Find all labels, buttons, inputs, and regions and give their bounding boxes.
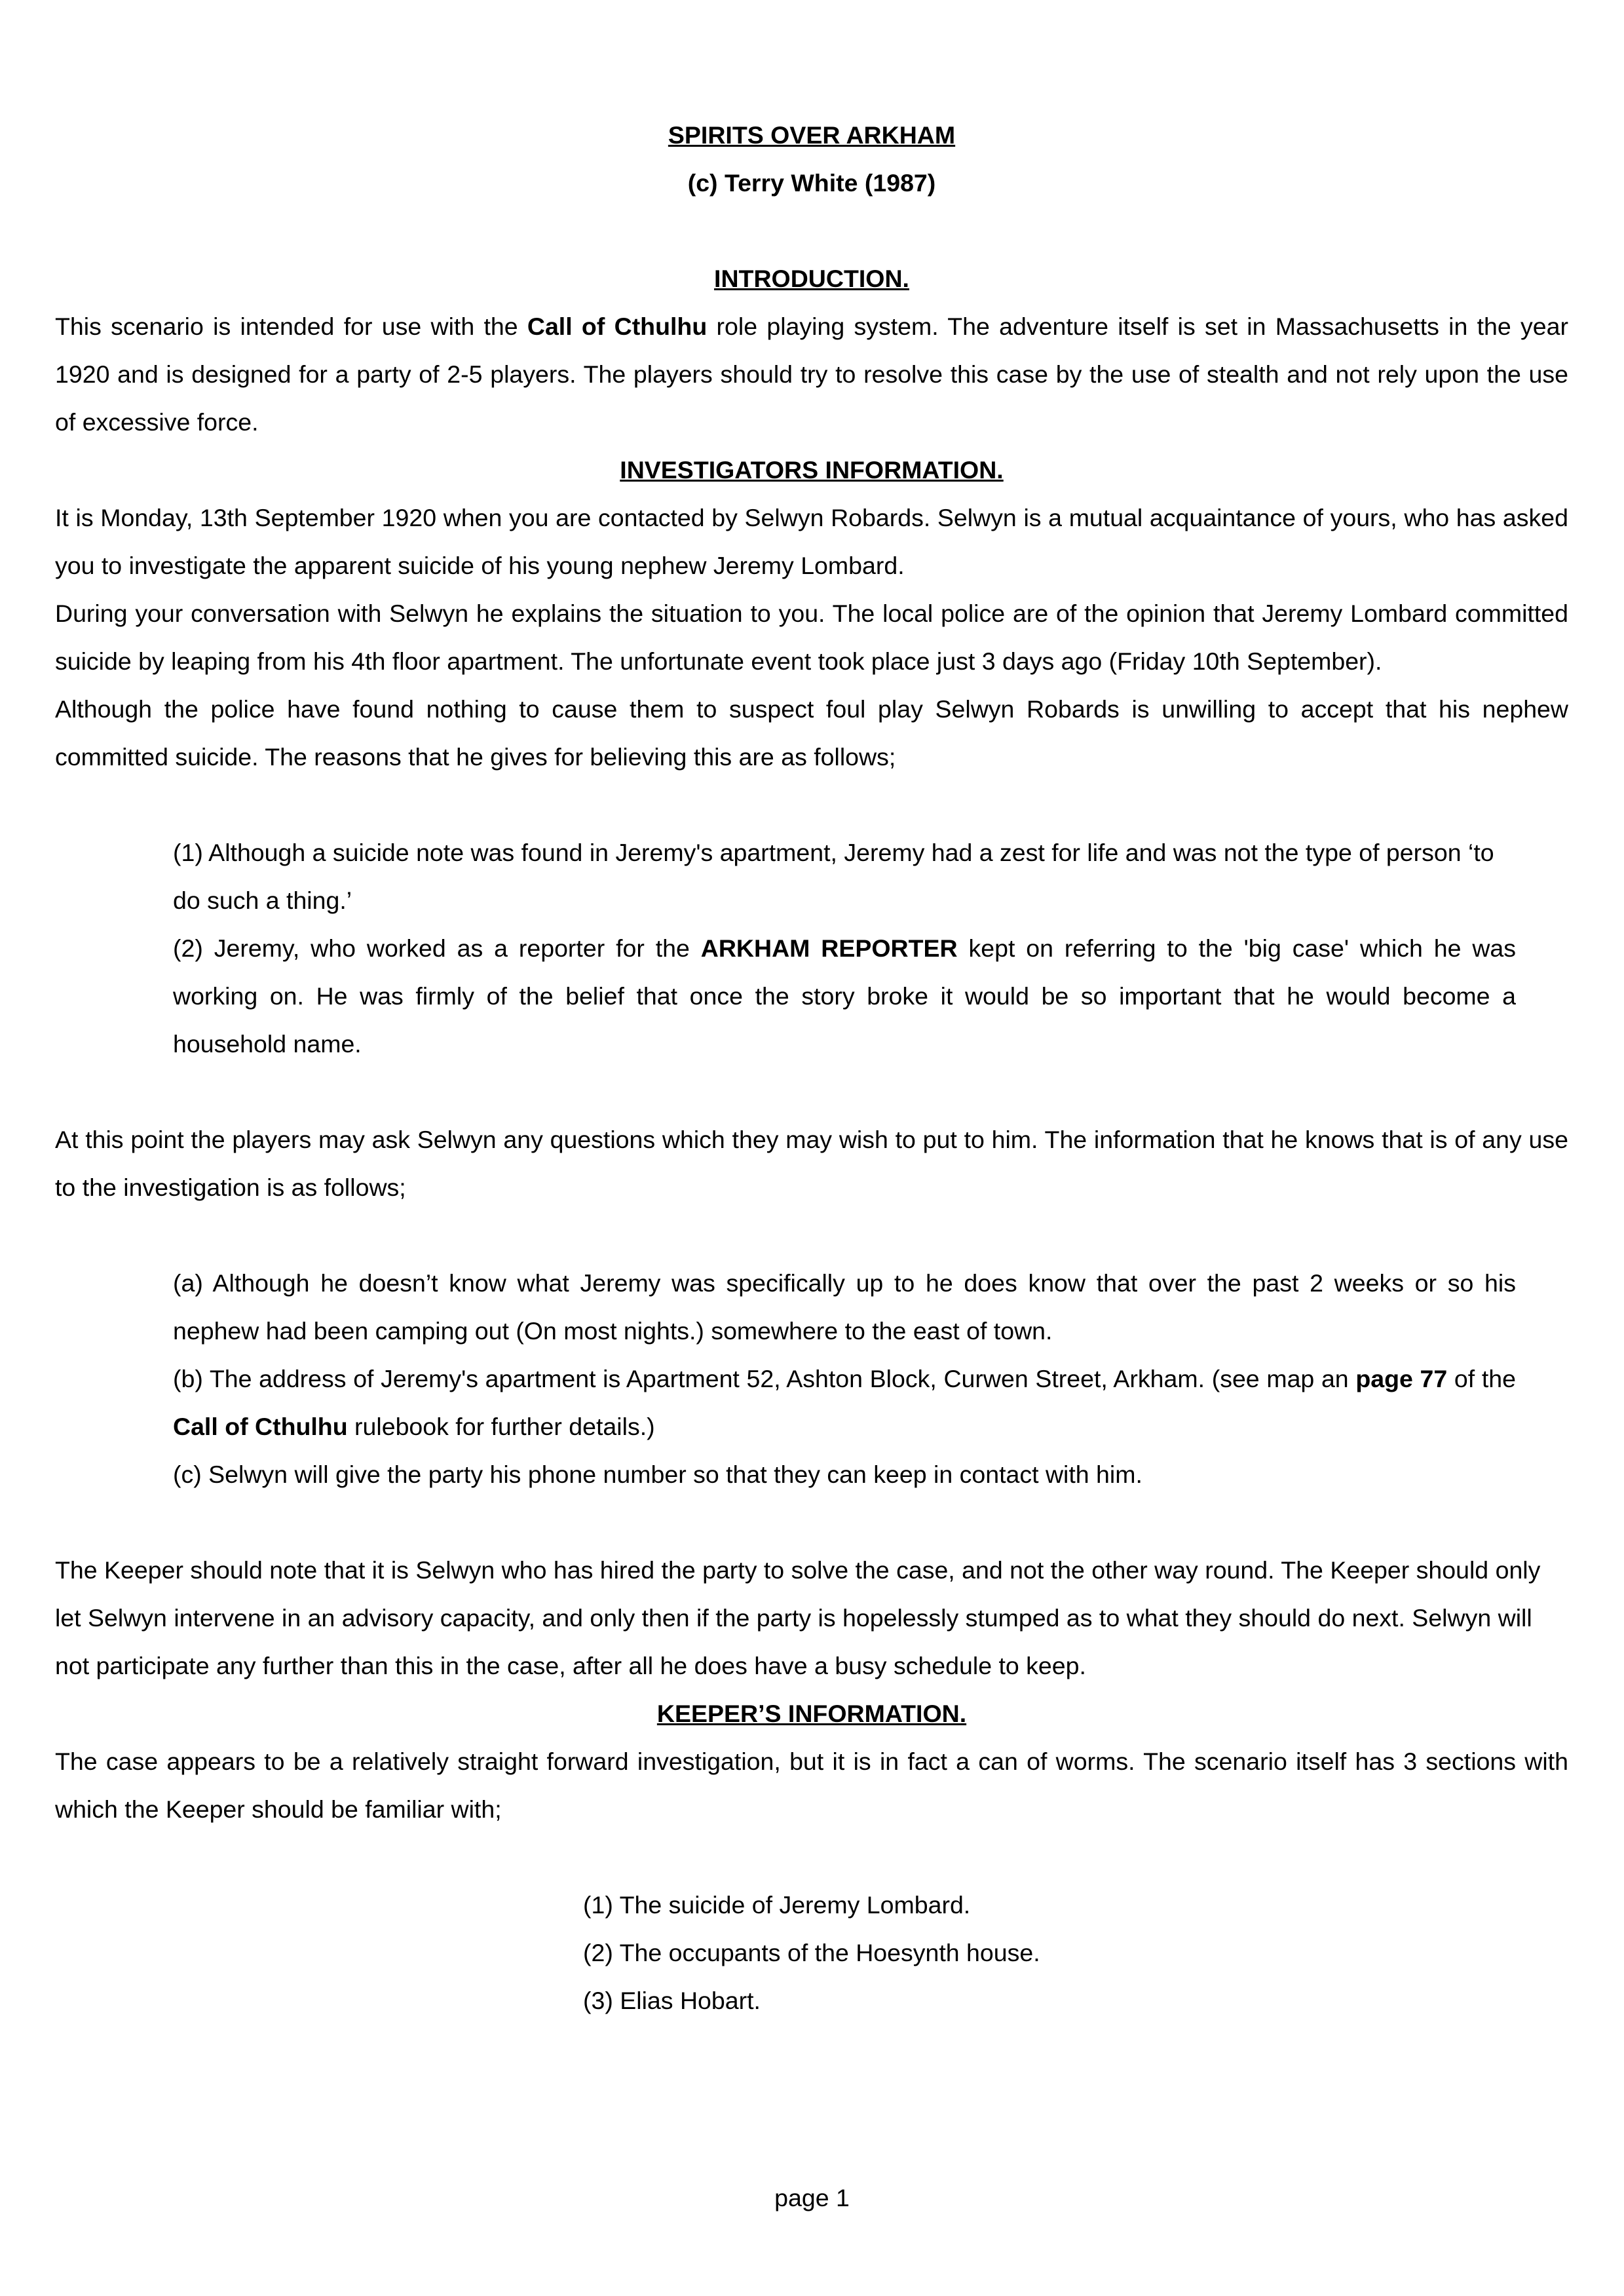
keeper-heading: KEEPER’S INFORMATION. [656, 1700, 967, 1727]
investigators-paragraph-1: It is Monday, 13th September 1920 when you are contacted by Selwyn Robards. Selwyn is a mutual acquaintance of yours, who has asked you to investigate the apparent suicide of his young nephew Jeremy Lombard. [55, 504, 1568, 579]
text-run: kept on referring to the 'big case' which he was working on. He was firmly of the belief that once the story broke it would be so important that he would become a household name. [173, 934, 1517, 1058]
text-run: This scenario is intended for use with the [55, 313, 527, 340]
reason-2 [173, 925, 1516, 1068]
info-c: (c) Selwyn will give the party his phone number so that they can keep in contact with him. [173, 1461, 1142, 1488]
investigators-paragraph-4: At this point the players may ask Selwyn any questions which they may wish to put to him. The information that he knows that is of any use to the investigation is as follows; [55, 1126, 1568, 1201]
introduction-heading: INTRODUCTION. [714, 265, 909, 292]
reason-1: (1) Although a suicide note was found in Jeremy's apartment, Jeremy had a zest for life and was not the type of person ‘to do such a thing.’ [173, 839, 1494, 914]
page-number: page 1 [774, 2184, 850, 2211]
bold-text-run: page 77 [1355, 1365, 1448, 1392]
bold-text-run: Call of Cthulhu [173, 1413, 348, 1440]
keeper-sections-list [583, 1881, 1568, 2025]
text-run: rulebook for further details.) [347, 1413, 655, 1440]
investigators-paragraph-3: Although the police have found nothing to cause them to suspect foul play Selwyn Robards is unwilling to accept that his nephew committed suicide. The reasons that he gives for believing this are as follows; [55, 695, 1568, 771]
document-page [55, 111, 1568, 2025]
info-a: (a) Although he doesn’t know what Jeremy was specifically up to he does know that over the past 2 weeks or so his nephew had been camping out (On most nights.) somewhere to the east of town. [173, 1269, 1516, 1345]
investigators-paragraph-5: The Keeper should note that it is Selwyn who has hired the party to solve the case, and not the other way round. The Keeper should only let Selwyn intervene in an advisory capacity, and only then if the party is hopelessly stumped as to what they should do next. Selwyn will not participate any further than this in the case, after all he does have a busy schedule to keep. [55, 1556, 1541, 1679]
info-b [173, 1355, 1516, 1451]
text-run: (2) Jeremy, who worked as a reporter for the [173, 934, 701, 962]
investigators-heading: INVESTIGATORS INFORMATION. [620, 456, 1004, 484]
keeper-paragraph-1: The case appears to be a relatively straight forward investigation, but it is in fact a can of worms. The scenario itself has 3 sections with which the Keeper should be familiar with; [55, 1748, 1568, 1823]
list-item: (2) The occupants of the Hoesynth house. [583, 1939, 1040, 1966]
bold-text-run: ARKHAM REPORTER [700, 934, 958, 962]
text-run: (b) The address of Jeremy's apartment is Apartment 52, Ashton Block, Curwen Street, Arkham. (see map an [173, 1365, 1356, 1392]
copyright-line: (c) Terry White (1987) [687, 169, 936, 197]
text-run: role playing system. The adventure itself is set in Massachusetts in the year 1920 and is designed for a party of 2-5 players. The players should try to resolve this case by the use of stealth and not rely upon the use of excessive force. [55, 313, 1568, 436]
document-title: SPIRITS OVER ARKHAM [668, 121, 956, 149]
introduction-paragraph [55, 303, 1568, 446]
text-run: of the [1447, 1365, 1517, 1392]
bold-text-run: Call of Cthulhu [527, 313, 708, 340]
investigators-paragraph-2: During your conversation with Selwyn he explains the situation to you. The local police are of the opinion that Jeremy Lombard committed suicide by leaping from his 4th floor apartment. The unfortunate event took place just 3 days ago (Friday 10th September). [55, 600, 1568, 675]
list-item: (3) Elias Hobart. [583, 1987, 761, 2014]
list-item: (1) The suicide of Jeremy Lombard. [583, 1891, 971, 1919]
